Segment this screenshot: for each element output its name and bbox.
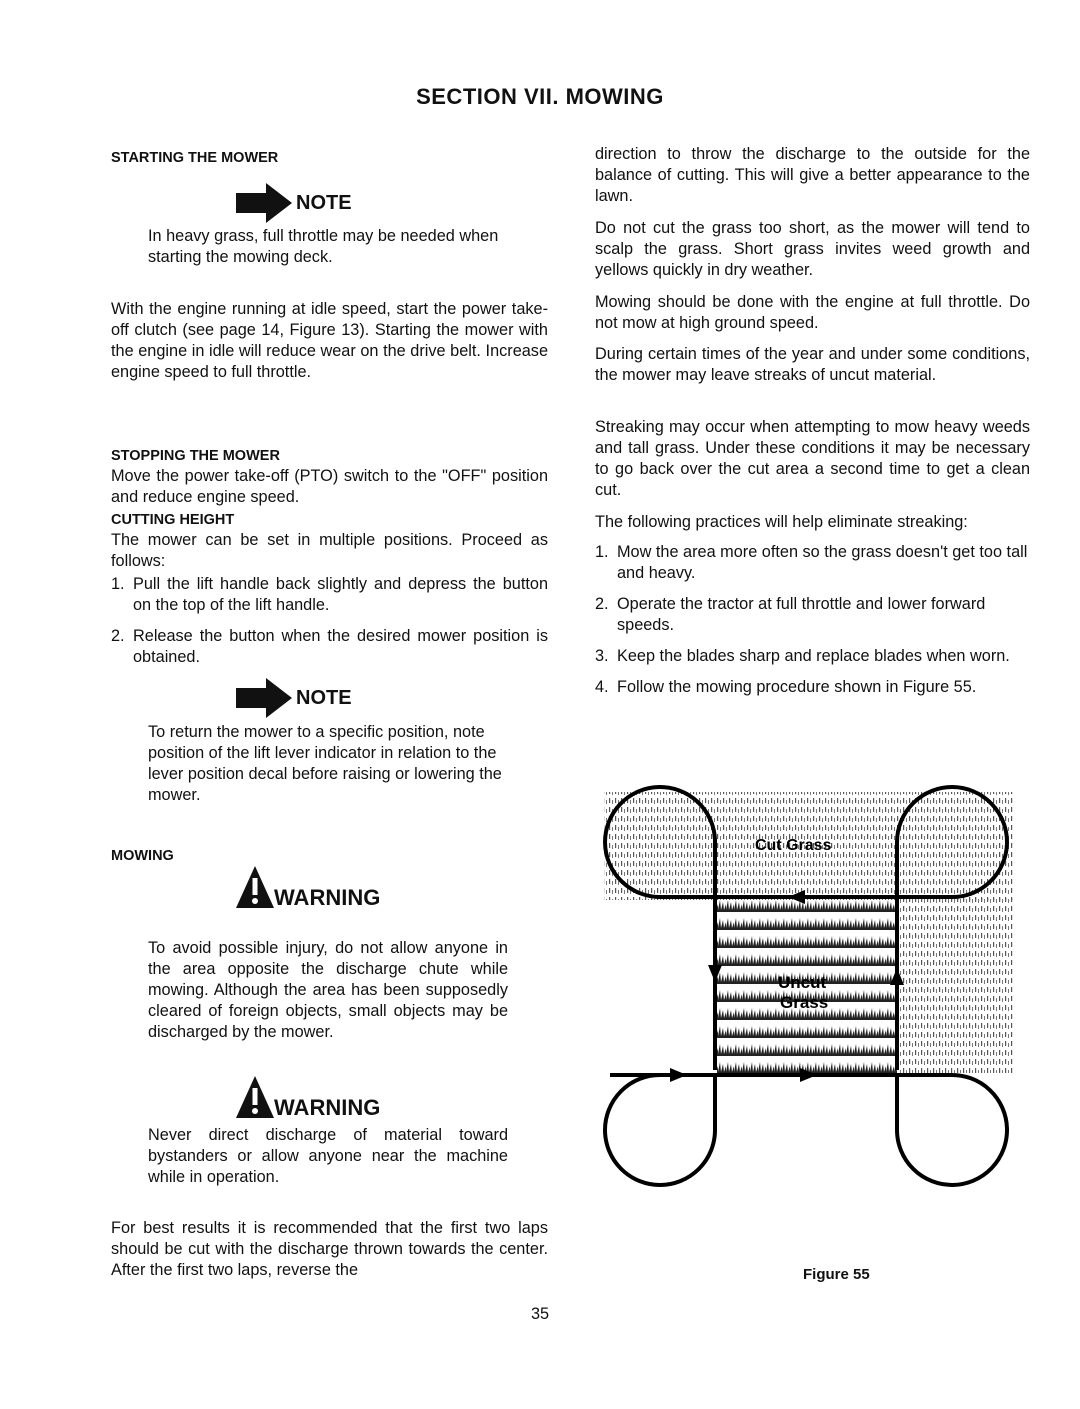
note-callout-2 [236, 678, 352, 718]
mowing-pattern-figure [590, 770, 1030, 1200]
cutting-text: The mower can be set in multiple positions. Proceed as follows: [111, 531, 548, 570]
note-text-1: In heavy grass, full throttle may be needed when starting the mowing deck. [148, 227, 499, 266]
starting-heading: STARTING THE MOWER [111, 150, 279, 166]
right-paragraph-5: Streaking may occur when attempting to mow heavy weeds and tall grass. Under these conditions it may be necessary to go back over the cut area a second time to get a clean cut. [595, 418, 1030, 499]
uncut-grass-label: Grass [780, 993, 829, 1012]
list-number: 1. [595, 543, 609, 561]
list-text: Mow the area more often so the grass doesn't get too tall and heavy. [617, 543, 1028, 582]
right-paragraph-2: Do not cut the grass too short, as the mower will tend to scalp the grass. Short grass invites weed growth and yellows quickly in dry weather. [595, 219, 1030, 279]
section-title: SECTION VII. MOWING [416, 84, 664, 109]
note-text-2: To return the mower to a specific position, note position of the lift lever indicator in relation to the lever position decal before raising or lowering the mower. [148, 723, 502, 804]
list-item [595, 646, 1030, 667]
mowing-heading: MOWING [111, 848, 174, 864]
starting-text: With the engine running at idle speed, start the power take-off clutch (see page 14, Figure 13). Starting the mower with the engine in idle will reduce wear on the drive belt. Increase engine speed to full throttle. [111, 300, 548, 381]
arrow-right-icon [236, 183, 292, 223]
warning-triangle-icon [236, 866, 274, 908]
final-text: For best results it is recommended that the first two laps should be cut with the discharge thrown towards the center. After the first two laps, reverse the [111, 1219, 548, 1279]
list-text: Keep the blades sharp and replace blades when worn. [617, 647, 1010, 665]
stopping-text: Move the power take-off (PTO) switch to the "OFF" position and reduce engine speed. [111, 467, 548, 506]
list-item [595, 677, 1030, 698]
list-text: Release the button when the desired mower position is obtained. [133, 627, 548, 666]
cutting-steps [111, 574, 548, 668]
arrow-right-icon [236, 678, 292, 718]
list-item [111, 626, 548, 668]
cut-grass-area [900, 898, 1014, 1073]
list-item [595, 594, 1030, 636]
list-number: 4. [595, 678, 609, 696]
note-callout-1 [236, 183, 352, 223]
warning-callout-1 [236, 866, 380, 908]
note-label: NOTE [296, 686, 352, 709]
warning-callout-2 [236, 1076, 380, 1118]
list-text: Operate the tractor at full throttle and lower forward speeds. [617, 595, 986, 634]
note-label: NOTE [296, 191, 352, 214]
list-text: Follow the mowing procedure shown in Figure 55. [617, 678, 977, 696]
stopping-heading: STOPPING THE MOWER [111, 448, 280, 464]
list-number: 2. [595, 595, 609, 613]
cutting-heading: CUTTING HEIGHT [111, 512, 235, 528]
warning-triangle-icon [236, 1076, 274, 1118]
warning-label: WARNING [274, 1095, 381, 1120]
right-paragraph-4: During certain times of the year and under some conditions, the mower may leave streaks of uncut material. [595, 345, 1030, 384]
list-text: Pull the lift handle back slightly and depress the button on the top of the lift handle. [133, 575, 548, 614]
list-number: 3. [595, 647, 609, 665]
uncut-label: Uncut [778, 973, 827, 992]
list-number: 2. [111, 627, 125, 645]
right-paragraph-3: Mowing should be done with the engine at full throttle. Do not mow at high ground speed. [595, 293, 1030, 332]
page-number: 35 [530, 1305, 550, 1323]
figure-caption: Figure 55 [803, 1266, 870, 1283]
cut-grass-label: Cut Grass [755, 837, 832, 854]
warning-text-1: To avoid possible injury, do not allow anyone in the area opposite the discharge chute while mowing. Although the area has been supposedly cleared of foreign objects, small objects may be discharged by the mower. [148, 939, 508, 1041]
warning-label: WARNING [274, 885, 381, 910]
list-item [595, 542, 1030, 584]
list-item [111, 574, 548, 616]
right-paragraph-6: The following practices will help eliminate streaking: [595, 513, 968, 531]
warning-text-2: Never direct discharge of material toward bystanders or allow anyone near the machine while in operation. [148, 1126, 508, 1186]
streaking-steps [595, 542, 1030, 698]
list-number: 1. [111, 575, 125, 593]
right-paragraph-1: direction to throw the discharge to the outside for the balance of cutting. This will give a better appearance to the lawn. [595, 145, 1030, 205]
